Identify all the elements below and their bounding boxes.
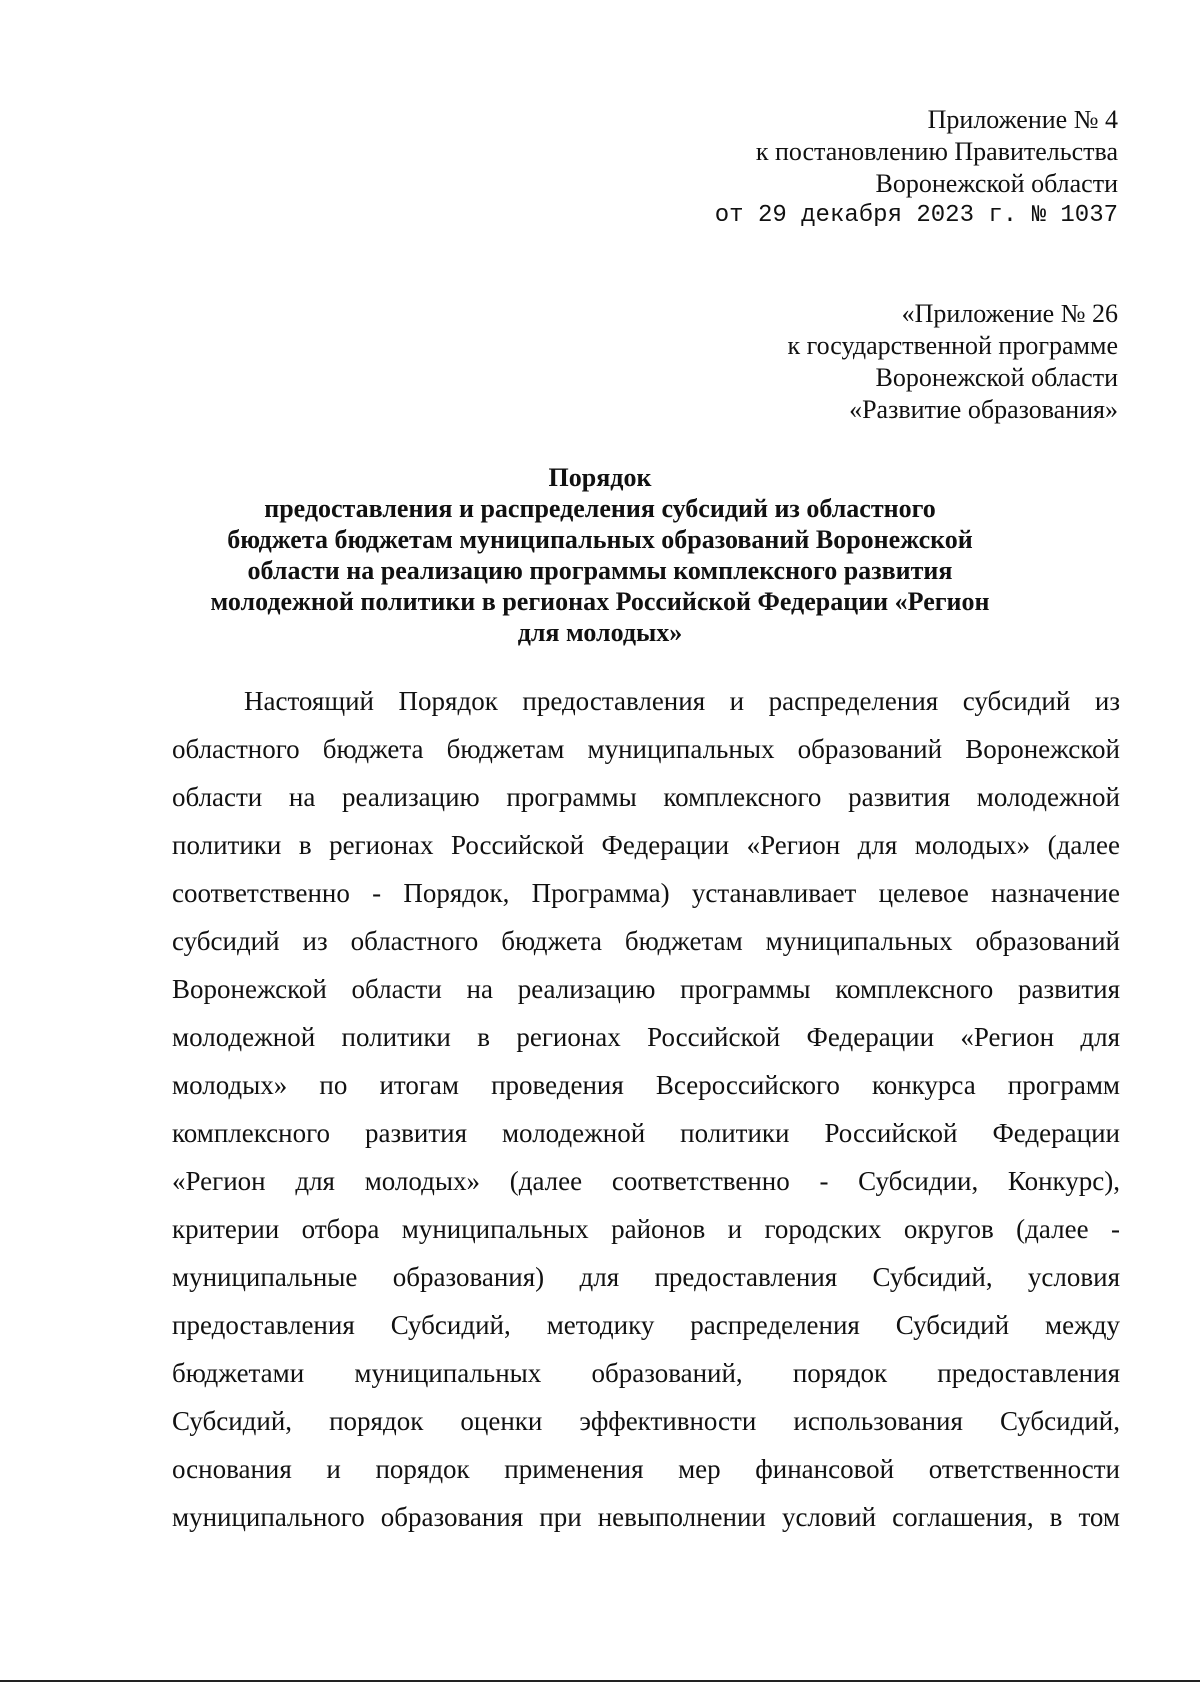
program-attachment-line: «Развитие образования» xyxy=(849,395,1118,424)
title-line: бюджета бюджетам муниципальных образований Воронежской xyxy=(227,525,973,554)
body-line: соответственно - Порядок, Программа) устанавливает целевое назначение xyxy=(172,878,1120,908)
body-line: муниципального образования при невыполнении условий соглашения, в том xyxy=(172,1502,1120,1532)
body-line: Настоящий Порядок предоставления и распределения субсидий из xyxy=(244,686,1120,716)
body-line: молодых» по итогам проведения Всероссийского конкурса программ xyxy=(172,1070,1120,1100)
footer-divider xyxy=(0,1680,1200,1682)
attachment-header-line: Приложение № 4 xyxy=(927,105,1118,134)
program-attachment-line: к государственной программе xyxy=(787,331,1118,360)
document-title xyxy=(170,462,1030,648)
body-line: Субсидий, порядок оценки эффективности использования Субсидий, xyxy=(172,1406,1120,1436)
body-line: субсидий из областного бюджета бюджетам муниципальных образований xyxy=(172,926,1120,956)
body-line: основания и порядок применения мер финансовой ответственности xyxy=(172,1454,1120,1484)
body-line: политики в регионах Российской Федерации «Регион для молодых» (далее xyxy=(172,830,1120,860)
body-line: области на реализацию программы комплексного развития молодежной xyxy=(172,782,1120,812)
body-line: критерии отбора муниципальных районов и городских округов (далее - xyxy=(172,1214,1120,1244)
title-line: молодежной политики в регионах Российской Федерации «Регион xyxy=(210,587,990,616)
body-line: муниципальные образования) для предоставления Субсидий, условия xyxy=(172,1262,1120,1292)
body-line: комплексного развития молодежной политики Российской Федерации xyxy=(172,1118,1120,1148)
body-paragraph xyxy=(172,685,1120,1549)
title-heading: Порядок xyxy=(548,463,652,492)
title-line: области на реализацию программы комплексного развития xyxy=(247,556,953,585)
attachment-header-line: к постановлению Правительства xyxy=(755,137,1118,166)
body-line: областного бюджета бюджетам муниципальных образований Воронежской xyxy=(172,734,1120,764)
program-attachment-line: Воронежской области xyxy=(875,363,1118,392)
attachment-header-date: от 29 декабря 2023 г. № 1037 xyxy=(714,202,1118,229)
program-attachment-header xyxy=(788,298,1119,426)
attachment-header-line: Воронежской области xyxy=(875,169,1118,198)
attachment-header xyxy=(715,104,1118,232)
body-line: молодежной политики в регионах Российской Федерации «Регион для xyxy=(172,1022,1120,1052)
body-line: Воронежской области на реализацию программы комплексного развития xyxy=(172,974,1120,1004)
body-line: предоставления Субсидий, методику распределения Субсидий между xyxy=(172,1310,1120,1340)
body-line: «Регион для молодых» (далее соответственно - Субсидии, Конкурс), xyxy=(172,1166,1120,1196)
program-attachment-line: «Приложение № 26 xyxy=(901,299,1118,328)
title-line: для молодых» xyxy=(517,618,683,647)
body-line: бюджетами муниципальных образований, порядок предоставления xyxy=(172,1358,1120,1388)
title-line: предоставления и распределения субсидий из областного xyxy=(264,494,936,523)
